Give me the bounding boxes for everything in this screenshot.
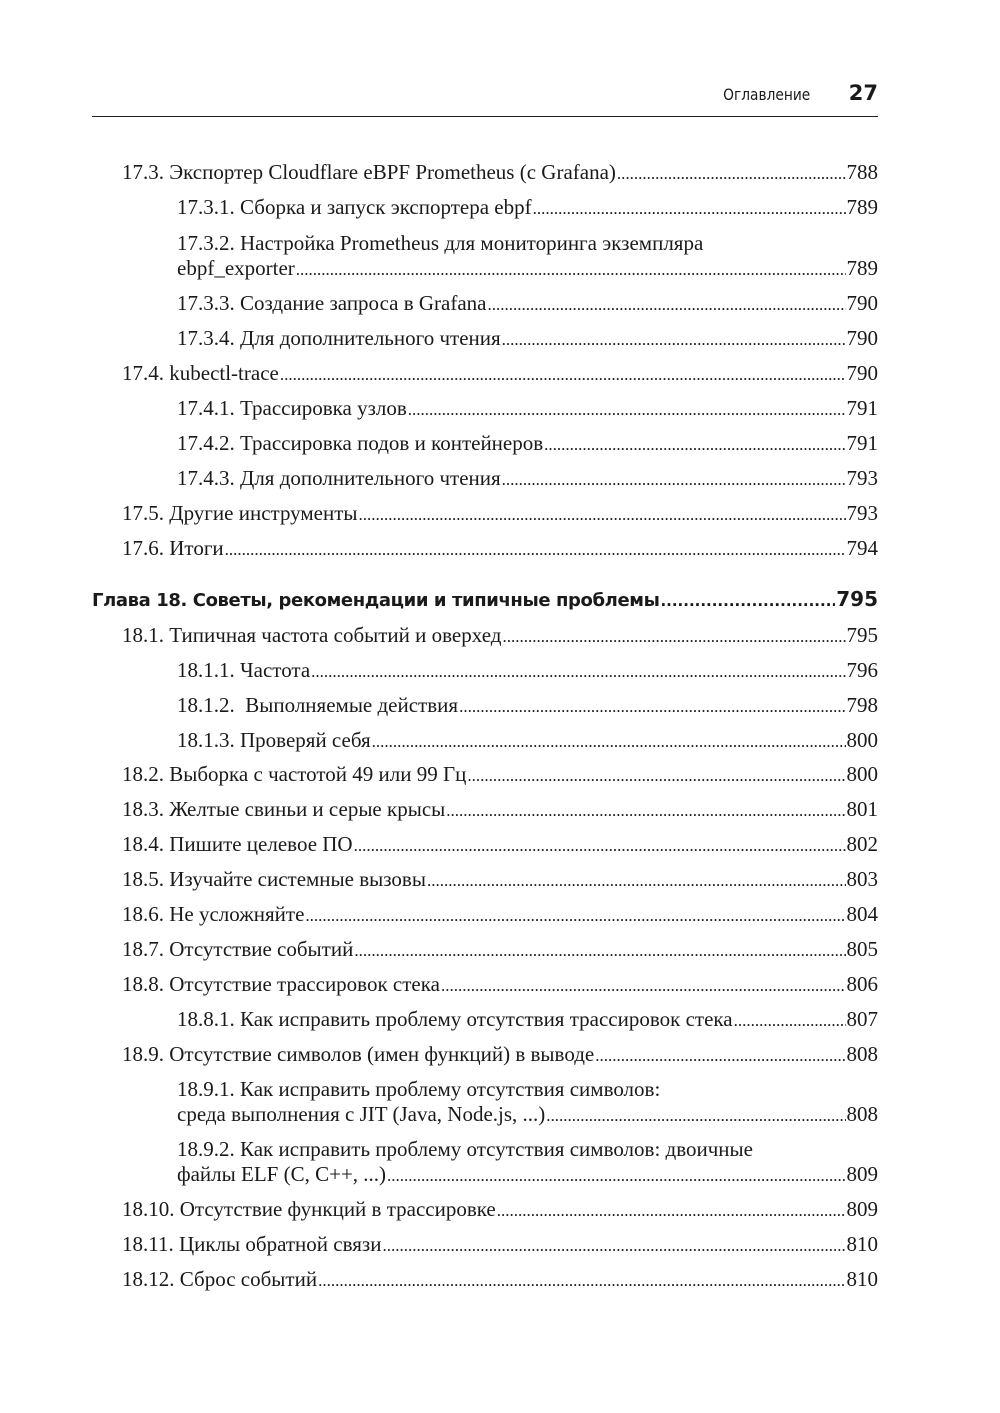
toc-entry-label: 18.1.2. Выполняемые действия [177,693,459,717]
dot-leader [408,397,846,422]
toc-entry-label: 18.1.1. Частота [177,658,311,682]
toc-entry-label: среда выполнения с JIT (Java, Node.js, ...) [177,1102,546,1126]
dot-leader [497,1198,846,1223]
toc-entry-label: 18.9. Отсутствие символов (имен функций) в выводе [122,1042,595,1066]
dot-leader [446,798,845,823]
dot-leader [467,763,845,788]
dot-leader [296,257,846,282]
toc-entry-page: 788 [846,160,878,184]
dot-leader [318,1268,845,1293]
toc-entry-label: 18.5. Изучайте системные вызовы [122,867,426,891]
toc-entry-label: 18.1. Типичная частота событий и оверхед [122,623,502,647]
toc-entry-page: 803 [846,867,878,891]
toc-entry-label: 17.3.1. Сборка и запуск экспортера ebpf [177,195,532,219]
toc-entry-label: 17.4.3. Для дополнительного чтения [177,466,501,490]
toc-entry-page: 791 [846,396,878,420]
toc-entry [122,501,878,527]
toc-entry [177,658,878,684]
page-number: 27 [848,81,878,105]
toc-entry [177,1137,878,1188]
toc-entry-label: 17.3.3. Создание запроса в Grafana [177,291,487,315]
toc-entry [122,867,878,893]
toc-entry-page: 808 [846,1042,878,1066]
dot-leader [488,292,846,317]
dot-leader [427,868,846,893]
dot-leader [441,973,846,998]
toc-entry [122,160,878,186]
dot-leader [382,1233,845,1258]
toc-entry-label: 18.12. Сброс событий [122,1267,318,1291]
toc-entry-page: 808 [846,1102,878,1126]
toc-entry-label-line1: 18.9.1. Как исправить проблему отсутствия символов: [177,1077,661,1101]
toc-entry [177,728,878,754]
toc-entry-page: 800 [846,728,878,752]
toc-entry-page: 790 [846,361,878,385]
toc-entry-label: 17.5. Другие инструменты [122,501,358,525]
toc-entry [177,231,878,282]
toc-entry [177,326,878,352]
dot-leader [544,432,845,457]
toc-entry-page: 809 [846,1197,878,1221]
toc-entry [177,1007,878,1033]
toc-entry-label: 18.1.3. Проверяй себя [177,728,371,752]
toc-entry-label: 18.6. Не усложняйте [122,902,305,926]
toc-entry-page: 800 [846,762,878,786]
dot-leader [280,362,846,387]
toc-entry [122,1267,878,1293]
toc-entry [122,762,878,788]
toc-entry-page: 806 [846,972,878,996]
toc-entry [122,1197,878,1223]
dot-leader [311,659,845,684]
dot-leader [502,624,845,649]
toc-entry-label: 18.8.1. Как исправить проблему отсутствия трассировок стека [177,1007,733,1031]
toc-entry-page: 795 [846,623,878,647]
toc-entry [177,291,878,317]
dot-leader [660,589,835,614]
toc-entry [122,937,878,963]
toc-entry-label: 18.8. Отсутствие трассировок стека [122,972,440,996]
dot-leader [372,729,846,754]
dot-leader [459,694,845,719]
toc-entry [122,797,878,823]
toc-entry-label: 17.3.4. Для дополнительного чтения [177,326,501,350]
toc-entry [177,431,878,457]
toc-entry-page: 790 [846,326,878,350]
dot-leader [502,467,846,492]
toc-entry-label: 17.4.2. Трассировка подов и контейнеров [177,431,544,455]
dot-leader [387,1163,845,1188]
toc-entry [177,396,878,422]
chapter-title: Глава 18. Советы, рекомендации и типичные проблемы [92,590,660,611]
dot-leader [225,537,846,562]
dot-leader [734,1008,846,1033]
toc-entry-label: 18.4. Пишите целевое ПО [122,832,353,856]
chapter-page: 795 [836,587,878,611]
toc-entry-label: файлы ELF (C, C++, ...) [177,1162,387,1186]
dot-leader [354,938,845,963]
dot-leader [595,1043,845,1068]
toc-entry [177,195,878,221]
toc-entry-page: 810 [846,1232,878,1256]
toc-entry-page: 798 [846,693,878,717]
toc-entry-page: 809 [846,1162,878,1186]
toc-entry-label: 18.10. Отсутствие функций в трассировке [122,1197,496,1221]
toc-entry [122,902,878,928]
toc-entry-label: 17.3. Экспортер Cloudflare eBPF Prometheus (с Grafana) [122,160,616,184]
toc-entry-page: 807 [846,1007,878,1031]
dot-leader [502,327,846,352]
toc-entry-page: 789 [846,195,878,219]
toc-entry-page: 790 [846,291,878,315]
toc-entry-label: 18.2. Выборка с частотой 49 или 99 Гц [122,762,467,786]
dot-leader [617,161,846,186]
toc-entry-page: 791 [846,431,878,455]
toc-entry [122,623,878,649]
running-header-title: Оглавление [722,85,810,104]
toc-entry [177,466,878,492]
toc-entry-page: 796 [846,658,878,682]
toc-entry-page: 805 [846,937,878,961]
toc-entry-page: 810 [846,1267,878,1291]
toc-entry [122,832,878,858]
toc-chapter-entry [92,587,878,614]
dot-leader [305,903,845,928]
dot-leader [359,502,846,527]
toc-entry-page: 793 [846,466,878,490]
toc-entry-page: 789 [846,256,878,280]
toc-entry-label: 18.7. Отсутствие событий [122,937,354,961]
toc-entry [122,1232,878,1258]
toc-entry [122,972,878,998]
toc-entry-page: 801 [846,797,878,821]
toc-entry [122,536,878,562]
dot-leader [354,833,846,858]
toc-entry-label: ebpf_exporter [177,256,295,280]
toc-entry-page: 793 [846,501,878,525]
toc-entry-label-line1: 17.3.2. Настройка Prometheus для мониторинга экземпляра [177,231,704,255]
toc-entry-page: 804 [846,902,878,926]
toc-entry-label: 17.4.1. Трассировка узлов [177,396,407,420]
toc-entry-label: 18.11. Циклы обратной связи [122,1232,382,1256]
toc-entry-label: 17.4. kubectl-trace [122,361,279,385]
dot-leader [546,1103,845,1128]
toc-entry-label: 17.6. Итоги [122,536,224,560]
toc-entry [122,1042,878,1068]
toc-entry-label-line1: 18.9.2. Как исправить проблему отсутствия символов: двоичные [177,1137,753,1161]
toc-entry [122,361,878,387]
toc-entry [177,1077,878,1128]
toc-entry-page: 794 [846,536,878,560]
dot-leader [533,196,846,221]
toc-entry [177,693,878,719]
toc-entry-page: 802 [846,832,878,856]
toc-entry-label: 18.3. Желтые свиньи и серые крысы [122,797,446,821]
